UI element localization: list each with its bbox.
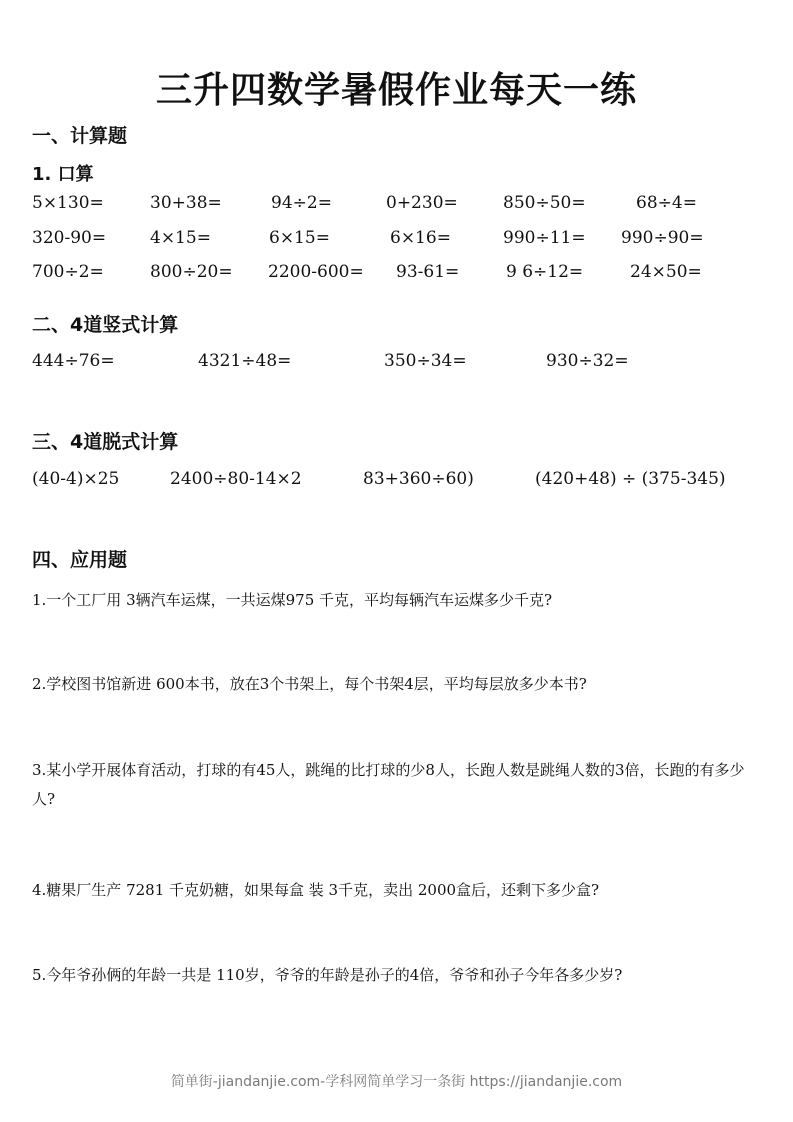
word-problem: 3.某小学开展体育活动，打球的有45人，跳绳的比打球的少8人，长跑人数是跳绳人数的3倍，长跑的有多少人?	[32, 761, 745, 808]
section-heading-vertical-calculation: 二、4道竖式计算	[32, 314, 179, 336]
step-calc-row	[0, 469, 793, 495]
mental-math-row	[0, 262, 793, 288]
subheading-mental-math: 1. 口算	[32, 164, 94, 185]
mental-math-item: 990÷11=	[503, 228, 586, 248]
word-problem: 5.今年爷孙俩的年龄一共是 110岁，爷爷的年龄是孙子的4倍，爷爷和孙子今年各多少岁?	[32, 966, 623, 984]
page-title: 三升四数学暑假作业每天一练	[155, 70, 637, 111]
mental-math-item: 24×50=	[630, 262, 702, 282]
mental-math-item: 700÷2=	[32, 262, 104, 282]
step-calc-item: (40-4)×25	[32, 469, 120, 489]
word-problem: 4.糖果厂生产 7281 千克奶糖，如果每盒 装 3千克，卖出 2000盒后，还剩下多少盒?	[32, 881, 600, 899]
mental-math-item: 30+38=	[150, 193, 222, 213]
mental-math-row	[0, 228, 793, 254]
vertical-calc-row	[0, 351, 793, 377]
mental-math-item: 5×130=	[32, 193, 104, 213]
step-calc-item: 2400÷80-14×2	[170, 469, 302, 489]
mental-math-item: 990÷90=	[621, 228, 704, 248]
mental-math-item: 93-61=	[396, 262, 460, 282]
footer-watermark: 简单街-jiandanjie.com-学科网简单学习一条街 https://jiandanjie.com	[170, 1074, 623, 1090]
mental-math-item: 850÷50=	[503, 193, 586, 213]
section-heading-word-problems: 四、应用题	[32, 549, 128, 571]
mental-math-row	[0, 193, 793, 219]
mental-math-item: 800÷20=	[150, 262, 233, 282]
mental-math-item: 320-90=	[32, 228, 107, 248]
word-problem: 2.学校图书馆新进 600本书，放在3个书架上，每个书架4层，平均每层放多少本书?	[32, 675, 587, 693]
step-calc-item: 83+360÷60)	[363, 469, 474, 489]
vertical-calc-item: 444÷76=	[32, 351, 115, 371]
word-problem: 1.一个工厂用 3辆汽车运煤，一共运煤975 千克，平均每辆汽车运煤多少千克?	[32, 591, 553, 609]
mental-math-item: 6×16=	[390, 228, 451, 248]
section-heading-calculation: 一、计算题	[32, 125, 128, 147]
step-calc-item: (420+48) ÷ (375-345)	[535, 469, 726, 489]
mental-math-item: 4×15=	[150, 228, 211, 248]
section-heading-step-calculation: 三、4道脱式计算	[32, 431, 179, 453]
mental-math-item: 2200-600=	[268, 262, 364, 282]
mental-math-item: 0+230=	[386, 193, 458, 213]
mental-math-item: 6×15=	[269, 228, 330, 248]
mental-math-item: 94÷2=	[271, 193, 332, 213]
vertical-calc-item: 930÷32=	[546, 351, 629, 371]
mental-math-item: 9 6÷12=	[506, 262, 584, 282]
vertical-calc-item: 4321÷48=	[198, 351, 292, 371]
mental-math-item: 68÷4=	[636, 193, 697, 213]
vertical-calc-item: 350÷34=	[384, 351, 467, 371]
